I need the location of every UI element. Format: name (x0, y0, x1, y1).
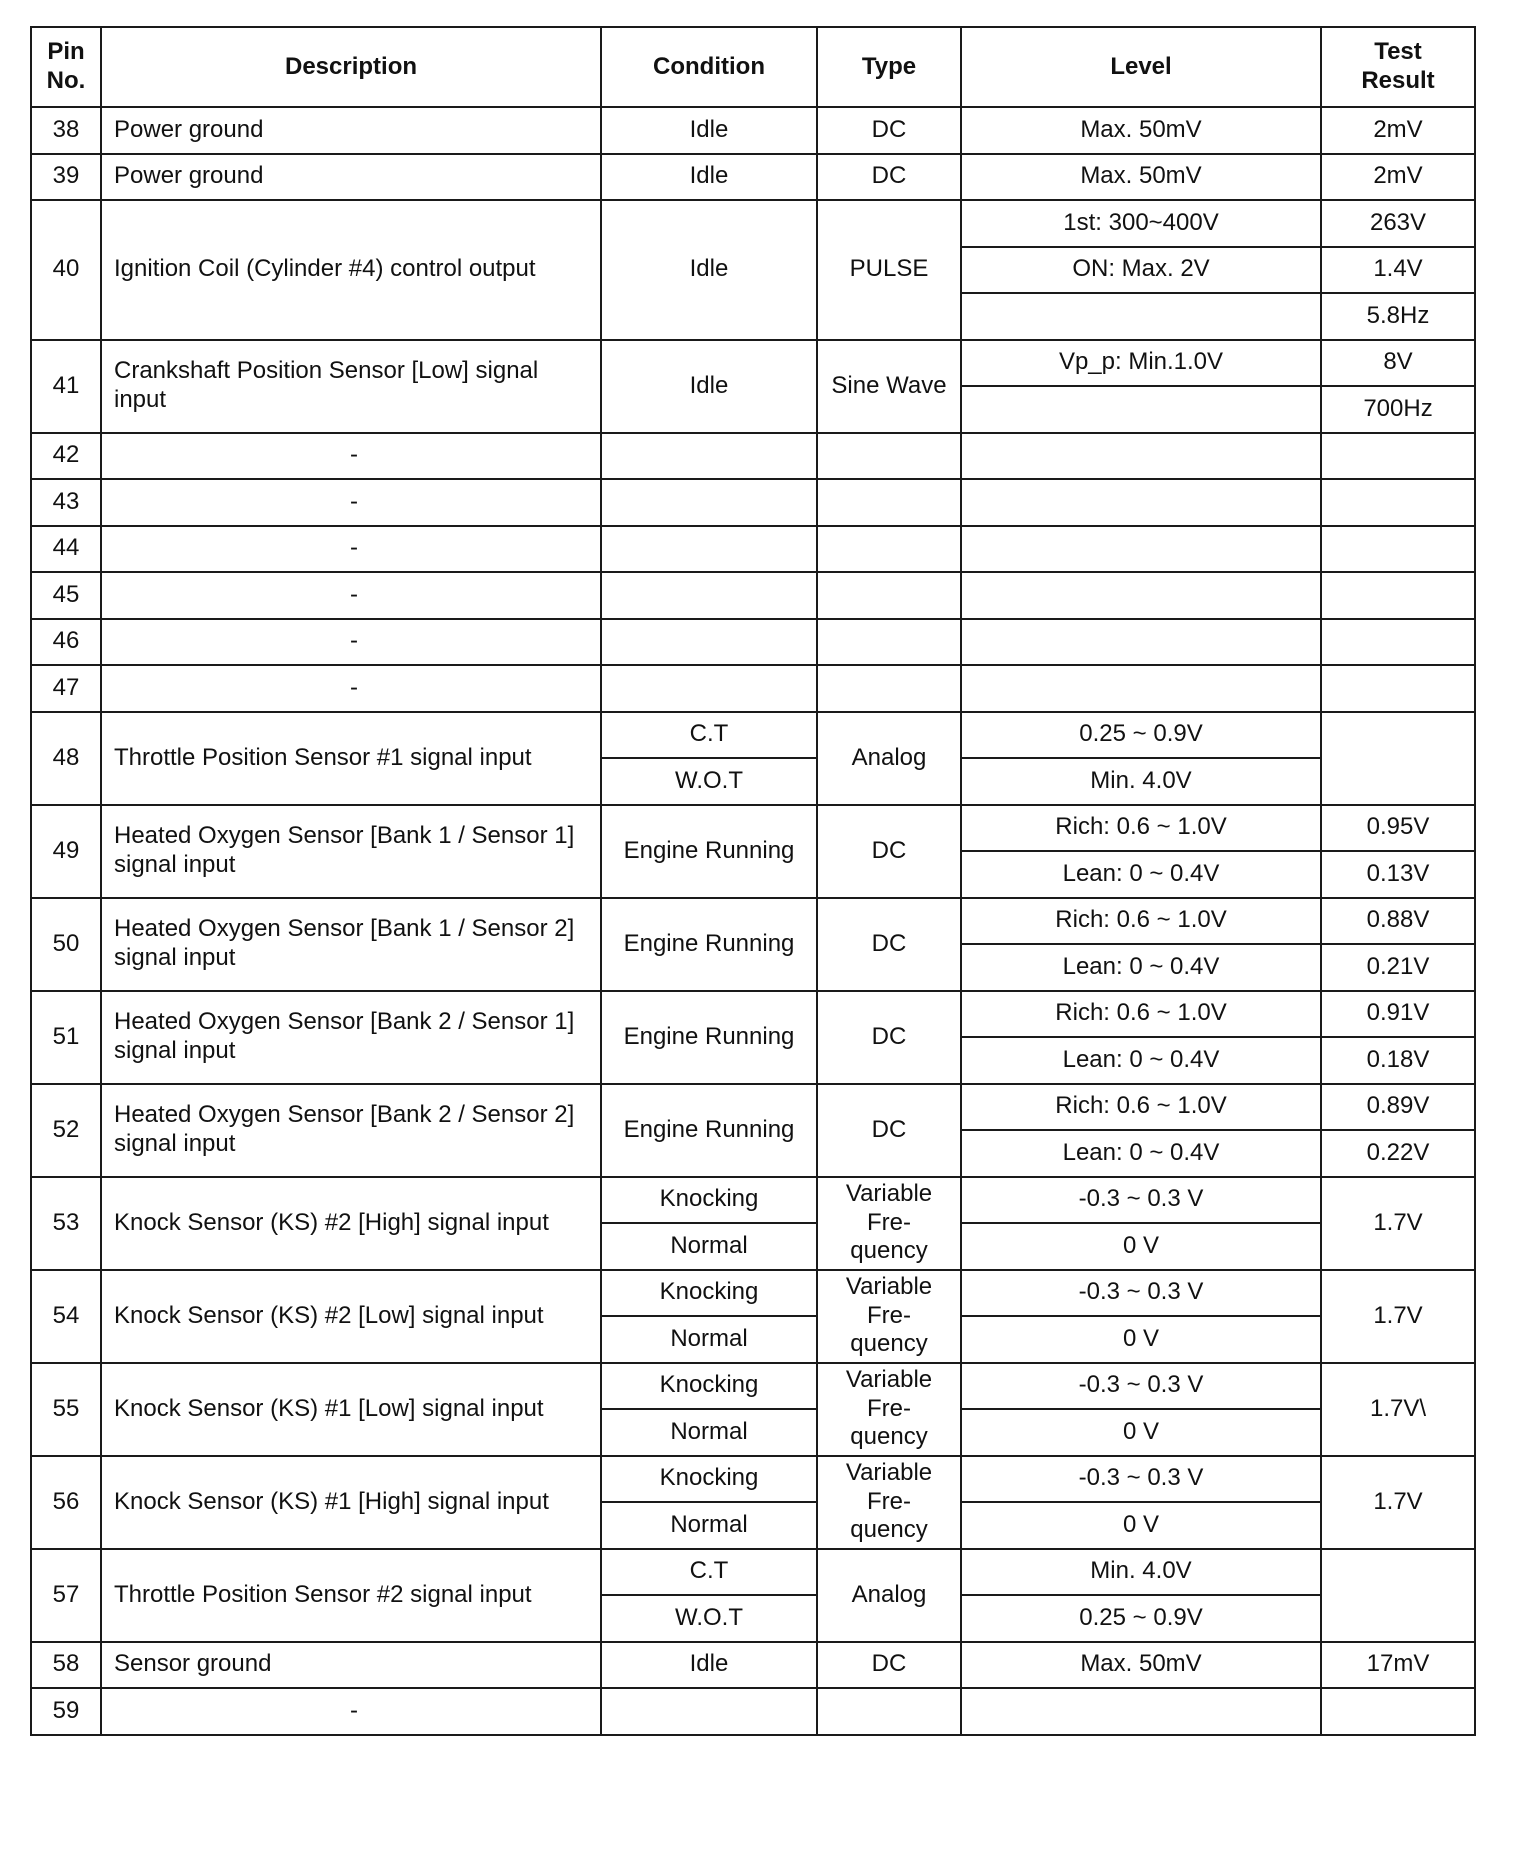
condition (601, 1688, 817, 1735)
test-result: 5.8Hz (1321, 293, 1475, 340)
type: Variable Fre- quency (817, 1177, 961, 1270)
condition (601, 572, 817, 619)
description: Knock Sensor (KS) #2 [Low] signal input (101, 1270, 601, 1363)
header-level: Level (961, 27, 1321, 107)
level: 0.25 ~ 0.9V (961, 712, 1321, 759)
pin-number: 38 (31, 107, 101, 154)
table-row (31, 665, 1475, 712)
level: Min. 4.0V (961, 758, 1321, 805)
condition (601, 479, 817, 526)
type: DC (817, 898, 961, 991)
description: Heated Oxygen Sensor [Bank 2 / Sensor 2] signal input (101, 1084, 601, 1177)
level: Lean: 0 ~ 0.4V (961, 1130, 1321, 1177)
table-row (31, 1549, 1475, 1596)
type (817, 1688, 961, 1735)
table-row (31, 479, 1475, 526)
test-result: 263V (1321, 200, 1475, 247)
type: DC (817, 805, 961, 898)
description: Heated Oxygen Sensor [Bank 1 / Sensor 2] signal input (101, 898, 601, 991)
level: Min. 4.0V (961, 1549, 1321, 1596)
level: 1st: 300~400V (961, 200, 1321, 247)
pin-number: 42 (31, 433, 101, 480)
type (817, 665, 961, 712)
level: Lean: 0 ~ 0.4V (961, 944, 1321, 991)
level (961, 1688, 1321, 1735)
level: Rich: 0.6 ~ 1.0V (961, 1084, 1321, 1131)
test-result (1321, 619, 1475, 666)
test-result (1321, 1549, 1475, 1642)
type: Variable Fre- quency (817, 1270, 961, 1363)
condition: Idle (601, 1642, 817, 1689)
table-row (31, 1177, 1475, 1224)
empty-dash: - (350, 441, 358, 469)
level (961, 293, 1321, 340)
level: -0.3 ~ 0.3 V (961, 1270, 1321, 1317)
empty-dash: - (350, 534, 358, 562)
type: DC (817, 1642, 961, 1689)
description: Power ground (101, 107, 601, 154)
table-row (31, 154, 1475, 201)
level: Lean: 0 ~ 0.4V (961, 851, 1321, 898)
condition: Normal (601, 1316, 817, 1363)
test-result: 1.7V (1321, 1456, 1475, 1549)
description (101, 572, 601, 619)
test-result: 0.18V (1321, 1037, 1475, 1084)
description: Throttle Position Sensor #1 signal input (101, 712, 601, 805)
condition (601, 433, 817, 480)
table-row (31, 433, 1475, 480)
description: Sensor ground (101, 1642, 601, 1689)
description: Knock Sensor (KS) #1 [High] signal input (101, 1456, 601, 1549)
table-row (31, 1363, 1475, 1410)
pin-number: 51 (31, 991, 101, 1084)
description (101, 1688, 601, 1735)
condition: Normal (601, 1502, 817, 1549)
level: Max. 50mV (961, 107, 1321, 154)
condition: Engine Running (601, 898, 817, 991)
description: Heated Oxygen Sensor [Bank 1 / Sensor 1] signal input (101, 805, 601, 898)
pin-number: 40 (31, 200, 101, 340)
pin-number: 56 (31, 1456, 101, 1549)
test-result: 0.95V (1321, 805, 1475, 852)
header-description: Description (101, 27, 601, 107)
empty-dash: - (350, 627, 358, 655)
type: DC (817, 107, 961, 154)
test-result (1321, 479, 1475, 526)
pin-number: 43 (31, 479, 101, 526)
description: Knock Sensor (KS) #1 [Low] signal input (101, 1363, 601, 1456)
level (961, 665, 1321, 712)
pin-number: 53 (31, 1177, 101, 1270)
test-result: 17mV (1321, 1642, 1475, 1689)
level: 0 V (961, 1502, 1321, 1549)
level: -0.3 ~ 0.3 V (961, 1456, 1321, 1503)
test-result (1321, 1688, 1475, 1735)
condition: Knocking (601, 1177, 817, 1224)
test-result (1321, 526, 1475, 573)
empty-dash: - (350, 580, 358, 608)
condition: Knocking (601, 1270, 817, 1317)
level: Rich: 0.6 ~ 1.0V (961, 898, 1321, 945)
condition: Idle (601, 107, 817, 154)
condition: Knocking (601, 1363, 817, 1410)
type: PULSE (817, 200, 961, 340)
header-row (31, 27, 1475, 107)
level: Rich: 0.6 ~ 1.0V (961, 991, 1321, 1038)
pin-number: 52 (31, 1084, 101, 1177)
pin-number: 44 (31, 526, 101, 573)
table-row (31, 898, 1475, 945)
condition: Engine Running (601, 991, 817, 1084)
table-row (31, 200, 1475, 247)
pin-number: 41 (31, 340, 101, 433)
pin-number: 48 (31, 712, 101, 805)
description: Crankshaft Position Sensor [Low] signal input (101, 340, 601, 433)
test-result: 0.89V (1321, 1084, 1475, 1131)
test-result: 8V (1321, 340, 1475, 387)
condition: C.T (601, 1549, 817, 1596)
table-row (31, 572, 1475, 619)
condition: Normal (601, 1409, 817, 1456)
condition: Knocking (601, 1456, 817, 1503)
level (961, 433, 1321, 480)
condition: W.O.T (601, 758, 817, 805)
level: 0 V (961, 1223, 1321, 1270)
type (817, 526, 961, 573)
level: 0 V (961, 1316, 1321, 1363)
level: 0.25 ~ 0.9V (961, 1595, 1321, 1642)
table-row (31, 619, 1475, 666)
type: Analog (817, 1549, 961, 1642)
level: 0 V (961, 1409, 1321, 1456)
table-row (31, 1084, 1475, 1131)
test-result (1321, 433, 1475, 480)
test-result: 0.91V (1321, 991, 1475, 1038)
pin-test-table (30, 26, 1476, 1736)
test-result: 2mV (1321, 107, 1475, 154)
type: DC (817, 1084, 961, 1177)
condition: Idle (601, 154, 817, 201)
header-type: Type (817, 27, 961, 107)
test-result: 0.13V (1321, 851, 1475, 898)
condition: Engine Running (601, 1084, 817, 1177)
table-row (31, 107, 1475, 154)
test-result: 1.7V (1321, 1177, 1475, 1270)
test-result: 0.21V (1321, 944, 1475, 991)
description: Power ground (101, 154, 601, 201)
table-row (31, 1688, 1475, 1735)
pin-number: 54 (31, 1270, 101, 1363)
level (961, 572, 1321, 619)
level (961, 479, 1321, 526)
table-row (31, 1456, 1475, 1503)
test-result (1321, 572, 1475, 619)
table-row (31, 1642, 1475, 1689)
type: DC (817, 154, 961, 201)
level: -0.3 ~ 0.3 V (961, 1177, 1321, 1224)
test-result: 1.4V (1321, 247, 1475, 294)
type (817, 433, 961, 480)
pin-number: 39 (31, 154, 101, 201)
description: Heated Oxygen Sensor [Bank 2 / Sensor 1] signal input (101, 991, 601, 1084)
description (101, 665, 601, 712)
empty-dash: - (350, 673, 358, 701)
condition: Idle (601, 200, 817, 340)
level: Lean: 0 ~ 0.4V (961, 1037, 1321, 1084)
pin-number: 58 (31, 1642, 101, 1689)
condition: Engine Running (601, 805, 817, 898)
condition (601, 526, 817, 573)
description: Ignition Coil (Cylinder #4) control output (101, 200, 601, 340)
level: -0.3 ~ 0.3 V (961, 1363, 1321, 1410)
description: Knock Sensor (KS) #2 [High] signal input (101, 1177, 601, 1270)
description (101, 479, 601, 526)
type: DC (817, 991, 961, 1084)
type: Variable Fre- quency (817, 1363, 961, 1456)
condition (601, 619, 817, 666)
pin-number: 45 (31, 572, 101, 619)
condition (601, 665, 817, 712)
type (817, 479, 961, 526)
type: Analog (817, 712, 961, 805)
type: Variable Fre- quency (817, 1456, 961, 1549)
level: Rich: 0.6 ~ 1.0V (961, 805, 1321, 852)
description (101, 433, 601, 480)
header-pin: Pin No. (31, 27, 101, 107)
pin-number: 46 (31, 619, 101, 666)
level (961, 526, 1321, 573)
test-result: 1.7V (1321, 1270, 1475, 1363)
test-result: 1.7V\ (1321, 1363, 1475, 1456)
pin-number: 47 (31, 665, 101, 712)
test-result (1321, 712, 1475, 805)
level (961, 386, 1321, 433)
condition: W.O.T (601, 1595, 817, 1642)
description: Throttle Position Sensor #2 signal input (101, 1549, 601, 1642)
level: Vp_p: Min.1.0V (961, 340, 1321, 387)
level: ON: Max. 2V (961, 247, 1321, 294)
pin-number: 49 (31, 805, 101, 898)
pin-number: 57 (31, 1549, 101, 1642)
test-result: 2mV (1321, 154, 1475, 201)
table-row (31, 712, 1475, 759)
condition: C.T (601, 712, 817, 759)
level: Max. 50mV (961, 154, 1321, 201)
type (817, 572, 961, 619)
table-row (31, 526, 1475, 573)
condition: Normal (601, 1223, 817, 1270)
description (101, 526, 601, 573)
table-row (31, 805, 1475, 852)
empty-dash: - (350, 1696, 358, 1724)
description (101, 619, 601, 666)
pin-number: 55 (31, 1363, 101, 1456)
header-condition: Condition (601, 27, 817, 107)
test-result: 0.22V (1321, 1130, 1475, 1177)
table-row (31, 340, 1475, 387)
pin-number: 59 (31, 1688, 101, 1735)
table-row (31, 1270, 1475, 1317)
condition: Idle (601, 340, 817, 433)
test-result (1321, 665, 1475, 712)
header-result: Test Result (1321, 27, 1475, 107)
type (817, 619, 961, 666)
type: Sine Wave (817, 340, 961, 433)
test-result: 700Hz (1321, 386, 1475, 433)
level (961, 619, 1321, 666)
pin-number: 50 (31, 898, 101, 991)
test-result: 0.88V (1321, 898, 1475, 945)
empty-dash: - (350, 487, 358, 515)
table-row (31, 991, 1475, 1038)
level: Max. 50mV (961, 1642, 1321, 1689)
